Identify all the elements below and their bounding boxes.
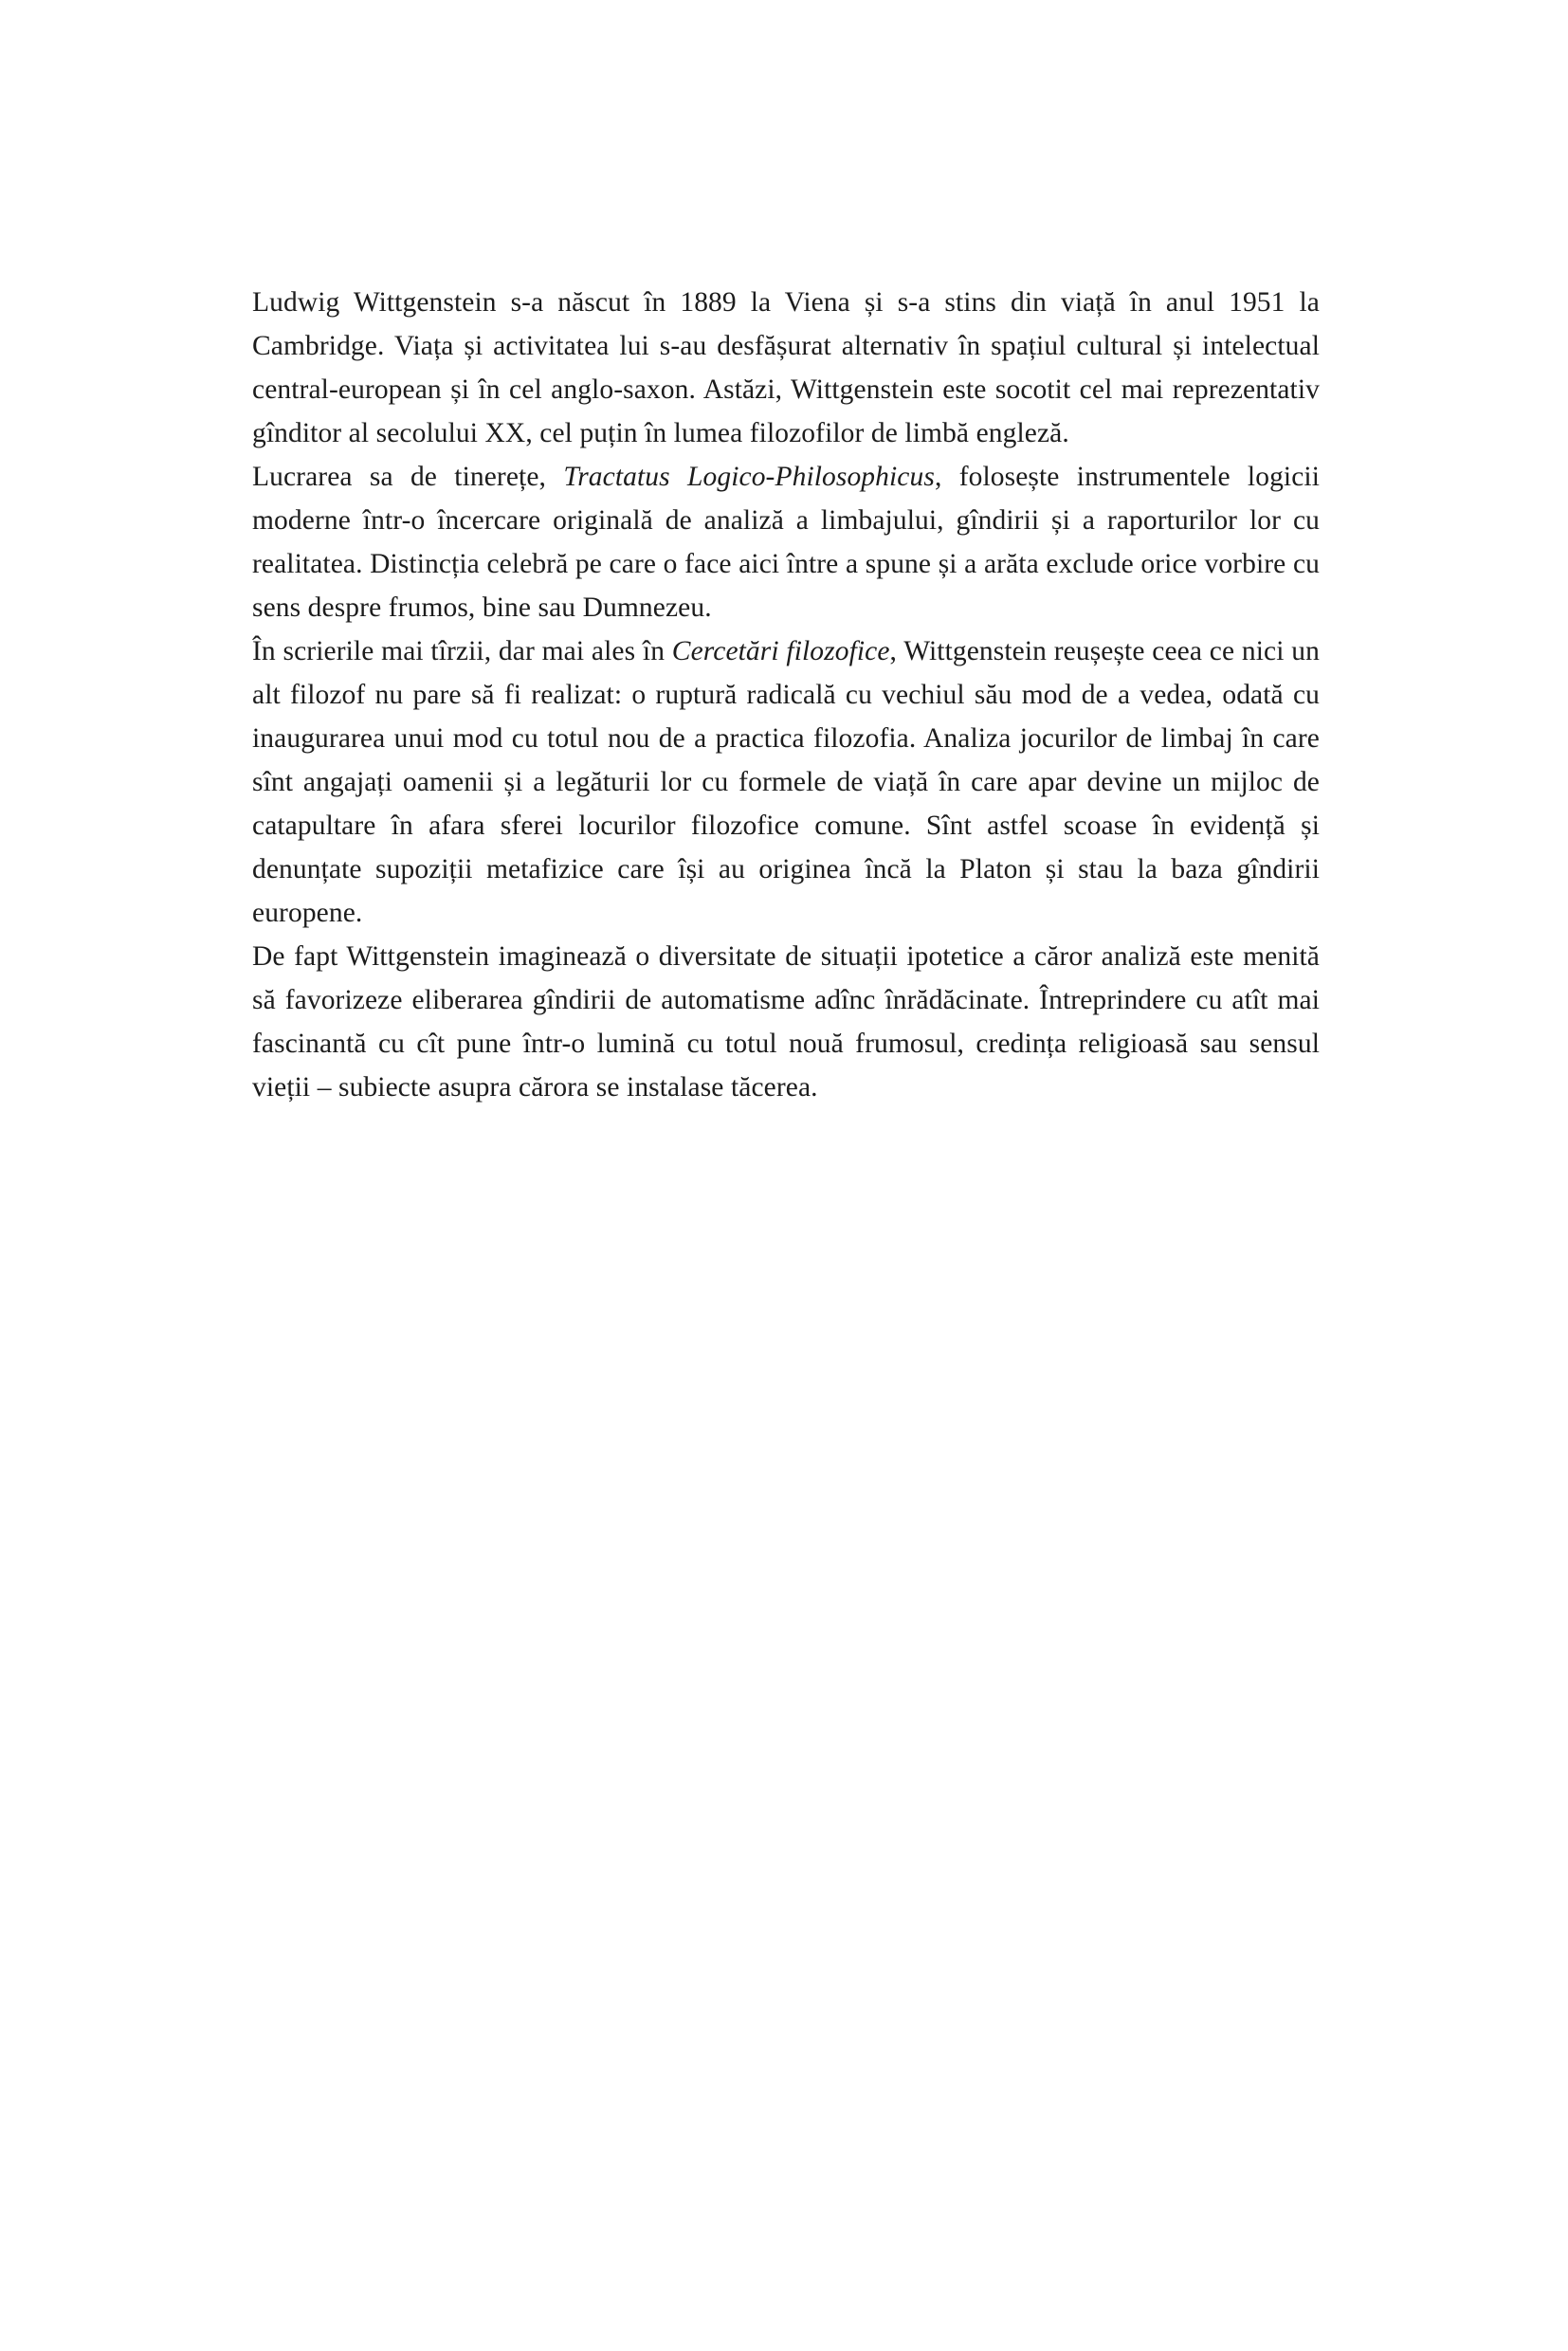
- text-segment: Ludwig Wittgenstein s-a născut în 1889 la Viena și s-a stins din viață în anul 1951 la Cambridge. Viața și activitatea lui s-au desfășurat alternativ în spațiul cultural și intelectual central-european și în cel anglo-saxon. Astăzi, Wittgenstein este socotit cel mai reprezentativ gînditor al secolului XX, cel puțin în lumea filozofilor de limbă engleză.: [252, 287, 1320, 448]
- paragraph: [252, 455, 1320, 629]
- paragraph: [252, 935, 1320, 1109]
- text-segment: De fapt Wittgenstein imaginează o diversitate de situații ipotetice a căror analiză este menită să favorizeze eliberarea gîndirii de automatisme adînc înrădăcinate. Întreprindere cu atît mai fascinantă cu cît pune într-o lumină cu totul nouă frumosul, credința religioasă sau sensul vieții – subiecte asupra cărora se instalase tăcerea.: [252, 941, 1320, 1103]
- text-segment: , folosește instrumentele logicii moderne într-o încercare originală de analiză a limbajului, gîndirii și a raporturilor lor cu realitatea. Distincția celebră pe care o face aici între a spune și a arăta exclude orice vorbire cu sens despre frumos, bine sau Dumnezeu.: [252, 462, 1321, 623]
- paragraph: [252, 629, 1320, 935]
- text-segment: Lucrarea sa de tinerețe,: [252, 462, 564, 492]
- text-segment: În scrierile mai tîrzii, dar mai ales în: [252, 636, 672, 666]
- paragraph: [252, 281, 1320, 455]
- work-title-italic: Tractatus Logico-Philosophicus: [563, 462, 935, 492]
- work-title-italic: Cercetări filozofice: [671, 636, 890, 666]
- text-segment: , Wittgenstein reușește ceea ce nici un alt filozof nu pare să fi realizat: o ruptură radicală cu vechiul său mod de a vedea, odată cu inaugurarea unui mod cu totul nou de a practica filozofia. Analiza jocurilor de limbaj în care sînt angajați oamenii și a legăturii lor cu formele de viață în care apar devine un mijloc de catapultare în afara sferei locurilor filozofice comune. Sînt astfel scoase în evidență și denunțate supoziții metafizice care își au originea încă la Platon și stau la baza gîndirii europene.: [252, 636, 1320, 928]
- book-blurb: [252, 281, 1320, 1109]
